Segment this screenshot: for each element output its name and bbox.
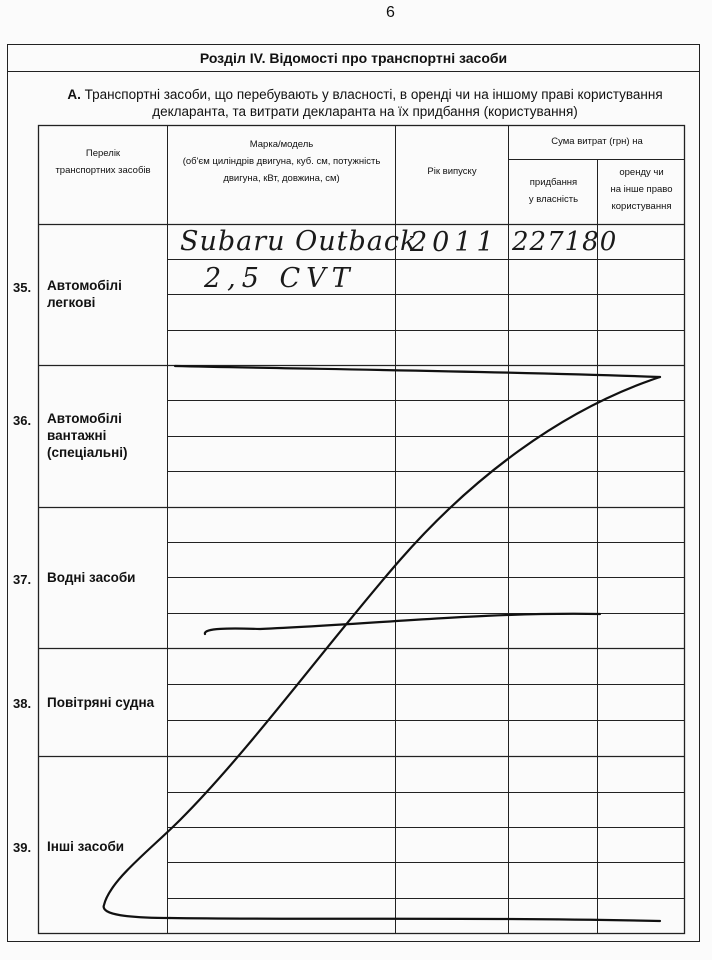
handwritten-model-line2: 2,5 CVT (204, 263, 356, 294)
header-rent-line3: користування (611, 201, 672, 212)
row-39-number: 39. (13, 840, 32, 855)
header-vehicle-list-line2: транспортних засобів (55, 165, 151, 176)
header-vehicle-list-line1: Перелік (85, 148, 121, 159)
row-39-label-line1: Інші засоби (47, 839, 125, 854)
pen-strike-bottom-line (170, 918, 660, 921)
subsection-letter: А. (67, 87, 81, 102)
header-year: Рік випуску (427, 166, 477, 177)
section-title: Розділ IV. Відомості про транспортні засоби (7, 44, 700, 72)
handwritten-amount: 227180 (512, 227, 618, 257)
header-make-model-line1: Марка/модель (249, 139, 314, 150)
row-36-label-line2: вантажні (47, 428, 107, 443)
row-37-label-line1: Водні засоби (47, 570, 136, 585)
row-35-label-line2: легкові (47, 295, 96, 310)
handwritten-model-line1: Subaru Outback (180, 226, 418, 257)
row-35-number: 35. (13, 280, 32, 295)
subsection-line1: Транспортні засоби, що перебувають у власності, в оренді чи на іншому праві користування (84, 87, 663, 102)
row-36-label-line3: (спеціальні) (47, 445, 128, 460)
pen-strike-diagonal (104, 377, 660, 918)
header-expenses-group: Сума витрат (грн) на (551, 136, 643, 147)
header-make-model-line3: двигуна, кВт, довжина, см) (223, 173, 340, 184)
header-purchase-line2: у власність (528, 194, 579, 205)
row-35-label-line1: Автомобілі (47, 278, 122, 293)
row-38-label-line1: Повітряні судна (47, 695, 155, 710)
pen-strike-top-line (175, 366, 660, 377)
header-make-model-line2: (об'єм циліндрів двигуна, куб. см, потужність (182, 156, 381, 167)
header-purchase-line1: придбання (529, 177, 578, 188)
row-38-number: 38. (13, 696, 32, 711)
page-number: 6 (386, 4, 395, 21)
row-37-number: 37. (13, 572, 32, 587)
subsection-line2: декларанта, та витрати декларанта на їх придбання (користування) (152, 104, 578, 119)
handwritten-year: 2011 (410, 227, 499, 258)
pen-strike-middle-stroke (205, 614, 600, 634)
header-rent-line2: на інше право (610, 184, 673, 195)
row-36-number: 36. (13, 413, 32, 428)
header-rent-line1: оренду чи (619, 167, 664, 178)
row-36-label-line1: Автомобілі (47, 411, 122, 426)
